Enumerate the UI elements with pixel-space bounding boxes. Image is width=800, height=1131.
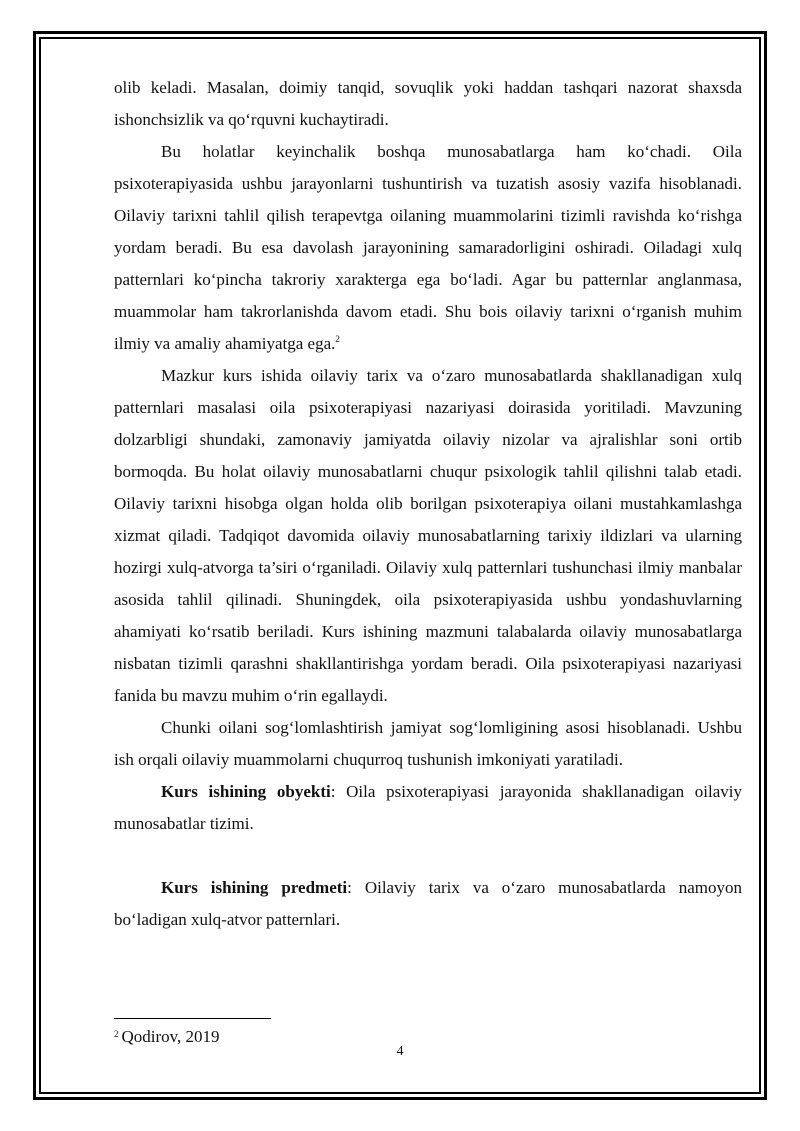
page-number: 4 (396, 1044, 404, 1059)
footnote-separator (114, 1018, 271, 1019)
footnote-reference: 2 (335, 334, 340, 344)
footnote-text: Qodirov, 2019 (121, 1027, 220, 1046)
paragraph-continuation: olib keladi. Masalan, doimiy tanqid, sovuqlik yoki haddan tashqari nazorat shaxsda ishonchsizlik va qo‘rquvni kuchaytiradi. (114, 78, 742, 129)
object-label: Kurs ishining obyekti (161, 782, 331, 801)
subject-label: Kurs ishining predmeti (161, 878, 348, 897)
paragraph-course-relevance: Mazkur kurs ishida oilaviy tarix va o‘zaro munosabatlarda shakllanadigan xulq patternlari masalasi oila psixoterapiyasi nazariyasi doirasida yoritiladi. Mavzuning dolzarbligi shundaki, zamonaviy jamiyatda oilaviy nizolar va ajralishlar soni ortib bormoqda. Bu holat oilaviy munosabatlarni chuqur psixologik tahlil qilishni talab etadi. Oilaviy tarixni hisobga olgan holda olib borilgan psixoterapiya oilani mustahkamlashga xizmat qiladi. Tadqiqot davomida oilaviy munosabatlarning tarixiy ildizlari va ularning hozirgi xulq-atvorga ta’siri o‘rganiladi. Oilaviy xulq patternlari tushunchasi ilmiy manbalar asosida tahlil qilinadi. Shuningdek, oila psixoterapiyasida ushbu yondashuvlarning ahamiyati ko‘rsatib beriladi. Kurs ishining mazmuni talabalarda oilaviy munosabatlarga nisbatan tizimli qarashni shakllantirishga yordam beradi. Oila psixoterapiyasi nazariyasi fanida bu mavzu muhim o‘rin egallaydi. (114, 366, 742, 705)
document-body (114, 72, 742, 936)
spacer (114, 840, 742, 872)
subject-text: : Oilaviy tarix va o‘zaro munosabatlarda namoyon bo‘ladigan xulq-atvor patternlari. (114, 878, 742, 929)
paragraph-family-history (114, 136, 742, 360)
paragraph-family-health: Chunki oilani sog‘lomlashtirish jamiyat sog‘lomligining asosi hisoblanadi. Ushbu ish orqali oilaviy muammolarni chuqurroq tushunish imkoniyati yaratiladi. (114, 718, 742, 769)
paragraph-subject (114, 872, 742, 936)
object-text: : Oila psixoterapiyasi jarayonida shakllanadigan oilaviy munosabatlar tizimi. (114, 782, 743, 833)
paragraph-object (114, 776, 742, 840)
paragraph-text: Bu holatlar keyinchalik boshqa munosabatlarga ham ko‘chadi. Oila psixoterapiyasida ushbu jarayonlarni tushuntirish va tuzatish asosiy vazifa hisoblanadi. Oilaviy tarixni tahlil qilish terapevtga oilaning muammolarini tizimli ravishda ko‘rishga yordam beradi. Bu esa davolash jarayonining samaradorligini oshiradi. Oiladagi xulq patternlari ko‘pincha takroriy xarakterga ega bo‘ladi. Agar bu patternlar anglanmasa, muammolar ham takrorlanishda davom etadi. Shu bois oilaviy tarixni o‘rganish muhim ilmiy va amaliy ahamiyatga ega. (114, 142, 742, 353)
footnote-mark: 2 (114, 1029, 119, 1039)
